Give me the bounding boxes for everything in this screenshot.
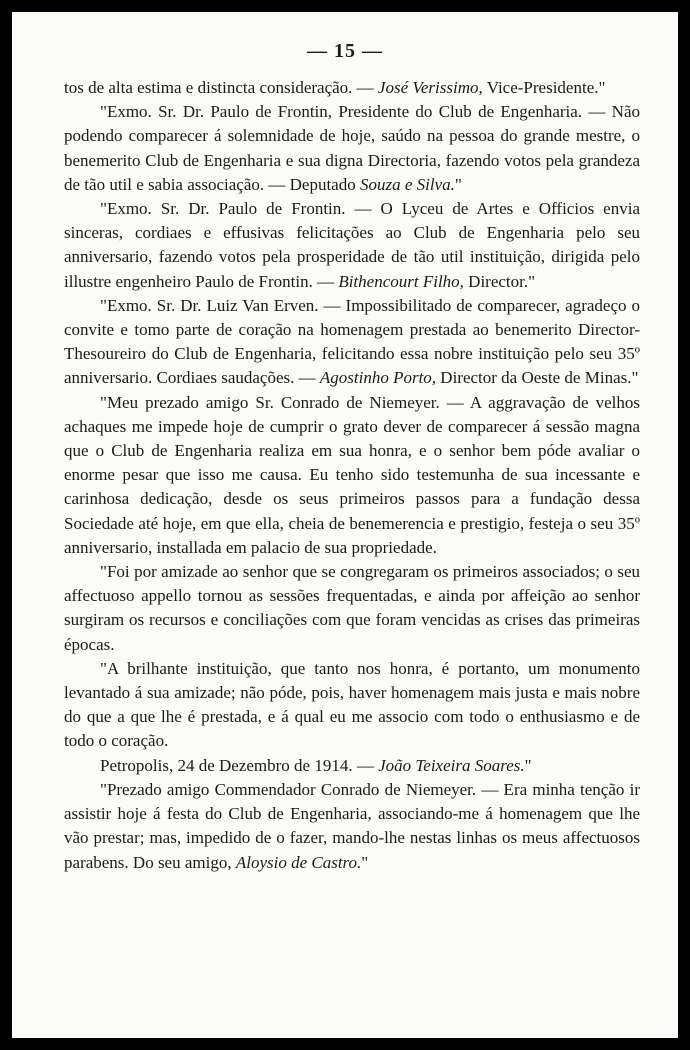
paragraph-text: "Foi por amizade ao senhor que se congregaram os primeiros associados; o seu affectuoso appello tornou as sessões frequentadas, e ainda por affeição ao senhor surgiram os recursos e conciliações com que foram vencidas as crises das primeiras épocas. (64, 562, 640, 654)
paragraph-text: "Exmo. Sr. Dr. Paulo de Frontin, Presidente do Club de Engenharia. — Não podendo comparecer á solemnidade de hoje, saúdo na pessoa do grande mestre, o benemerito Club de Engenharia e sua digna Directoria, fazendo votos pela grandeza de tão util e sabia associação. — Deputado (64, 102, 640, 194)
paragraph-text: "Meu prezado amigo Sr. Conrado de Niemeyer. — A aggravação de velhos achaques me impede hoje de cumprir o grato dever de comparecer á sessão magna que o Club de Engenharia realiza em sua honra, e o senhor bem póde avaliar o enorme pesar que isso me causa. Eu tenho sido testemunha de sua incessante e carinhosa dedicação, desde os seus primeiros passos para a fundação dessa Sociedade até hoje, em que ella, cheia de benemerencia e prestigio, festeja o seu 35º anniversario, installada em palacio de sua propriedade. (64, 392, 640, 557)
page-number: — 15 — (307, 40, 383, 62)
paragraph-text: "Exmo. Sr. Dr. Luiz Van Erven. — Impossibilitado de comparecer, agradeço o convite e tomo parte de coração na homenagem prestada ao benemerito Director-Thesoureiro do Club de Engenharia, felicitando essa nobre instituição pelo seu 35º anniversario. Cordiaes saudações. — (64, 295, 640, 388)
signature-name: Agostinho Porto, (319, 368, 437, 388)
paragraph-text: Petropolis, 24 de Dezembro de 1914. — (100, 755, 379, 775)
letter-paragraph (64, 100, 640, 197)
signature-name: Souza e Silva. (359, 174, 455, 194)
paragraph-text: "Exmo. Sr. Dr. Paulo de Frontin. — O Lyceu de Artes e Officios envia sinceras, cordiaes e effusivas felicitações ao Club de Engenharia pelo seu anniversario, fazendo votos pela prosperidade de tão util instituição, dirigida pelo illustre engenheiro Paulo de Frontin. — (64, 199, 640, 291)
letter-paragraph (64, 76, 640, 100)
paragraph-text: Director da Oeste de Minas." (436, 368, 639, 388)
signature-name: João Teixeira Soares. (378, 755, 525, 775)
letter-paragraph (64, 754, 640, 778)
paragraph-text: "A brilhante instituição, que tanto nos honra, é portanto, um monumento levantado á sua amizade; não póde, pois, haver homenagem mais justa e mais nobre do que a que lhe é prestada, e á qual eu me associo com todo o enthusiasmo e de todo o coração. (64, 658, 640, 751)
letter-paragraph (64, 197, 640, 294)
book-page (12, 12, 678, 1038)
signature-name: José Verissimo, (377, 78, 483, 97)
paragraph-text: " (361, 852, 369, 872)
letter-paragraph (64, 560, 640, 657)
paragraph-text: Director." (463, 271, 536, 291)
paragraph-text: tos de alta estima e distincta consideração. — (64, 78, 378, 97)
paragraph-text: Vice-Presidente." (482, 78, 606, 97)
signature-name: Aloysio de Castro. (235, 852, 362, 872)
paragraph-text: "Prezado amigo Commendador Conrado de Niemeyer. — Era minha tenção ir assistir hoje á festa do Club de Engenharia, associando-me á homenagem que lhe vão prestar; mas, impedido de o fazer, mando-lhe nestas linhas os meus affectuosos parabens. Do seu amigo, (64, 779, 640, 872)
paragraph-text: " (454, 174, 462, 194)
paragraph-text: " (524, 755, 532, 775)
letter-paragraph (64, 657, 640, 754)
signature-name: Bithencourt Filho, (338, 271, 464, 291)
letter-paragraph (64, 294, 640, 391)
letter-paragraph (64, 778, 640, 875)
page-body-text (64, 76, 640, 875)
letter-paragraph (64, 391, 640, 560)
